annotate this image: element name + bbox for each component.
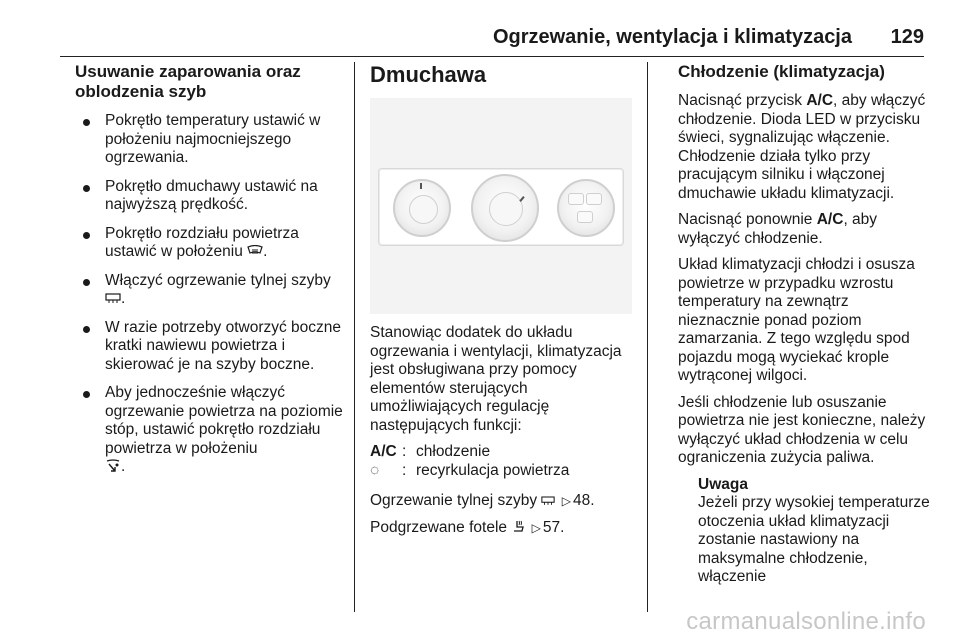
- blower-heading: Dmuchawa: [370, 62, 487, 87]
- list-item: Pokrętło dmuchawy ustawić na najwyższą prędkość.: [75, 178, 345, 215]
- rear-window-heating-icon: [541, 495, 555, 506]
- column-cooling: [678, 62, 930, 587]
- cooling-paragraph: Jeśli chłodzenie lub osuszanie powietrza nie jest konieczne, należy wyłączyć układ chłodzenia w celu ograniczenia zużycia paliwa.: [678, 393, 926, 466]
- bullet-icon: [83, 391, 90, 398]
- page-reference-icon: ▷: [531, 520, 541, 535]
- air-distribution-knob-icon: [557, 179, 615, 237]
- bullet-icon: [83, 119, 90, 126]
- control-panel: [378, 168, 624, 246]
- temperature-knob-icon: [393, 179, 451, 237]
- seat-heating-reference: Podgrzewane fotele ▷ 57.: [370, 518, 565, 536]
- rear-heating-reference: Ogrzewanie tylnej szyby ▷ 48.: [370, 492, 595, 509]
- blower-intro: Stanowiąc dodatek do układu ogrzewania i wentylacji, klimatyzacja jest obsługiwana przy pomocy elementów sterujących umożliwiających regulację następujących funkcji:: [370, 324, 622, 434]
- bullet-icon: [83, 279, 90, 286]
- page-reference-icon: ▷: [561, 494, 571, 508]
- list-item: Włączyć ogrzewanie tylnej szyby .: [75, 272, 345, 309]
- page-header: [0, 26, 960, 60]
- bullet-icon: [83, 185, 90, 192]
- column-blower: [370, 62, 632, 545]
- page-number: 129: [890, 26, 924, 48]
- list-item: W razie potrzeby otworzyć boczne kratki nawiewu powietrza i skierować je na szyby boczne.: [75, 319, 345, 375]
- blower-knob-icon: [471, 174, 539, 242]
- defrost-steps: [75, 112, 345, 477]
- bullet-icon: [83, 232, 90, 239]
- column-divider: [647, 62, 648, 612]
- watermark: carmanualsonline.info: [686, 608, 926, 635]
- list-item: ◌ : recyrkulacja powietrza: [370, 461, 570, 479]
- list-item: A/C : chłodzenie: [370, 443, 491, 460]
- feet-defrost-icon: [105, 459, 121, 473]
- list-item: Aby jednocześnie włączyć ogrzewanie powietrza na poziomie stóp, ustawić pokrętło rozdziału powietrza w położeniu .: [75, 384, 345, 477]
- note-text: Jeżeli przy wysokiej temperaturze otoczenia układ klimatyzacji zostanie nastawiony na maksymalne chłodzenie, włączenie: [698, 494, 930, 585]
- list-item: Pokrętło rozdziału powietrza ustawić w położeniu .: [75, 225, 345, 262]
- cooling-paragraph: Nacisnąć przycisk A/C, aby włączyć chłodzenie. Dioda LED w przycisku świeci, sygnalizując włączenie. Chłodzenie działa tylko przy pracującym silniku i włączonej dmuchawie układu klimatyzacji.: [678, 92, 926, 202]
- climate-control-panel-image: [370, 98, 632, 314]
- cooling-paragraph: Układ klimatyzacji chłodzi i osusza powietrze w przypadku wzrostu temperatury na zewnątrz nieznacznie ponad poziom zamarzania. Z tego względu spod pojazdu mogą wyciekać krople wytrąconej wilgoci.: [678, 256, 915, 384]
- note-box: [678, 476, 930, 587]
- bullet-icon: [83, 326, 90, 333]
- section-title: Ogrzewanie, wentylacja i klimatyzacja: [492, 26, 852, 48]
- column-divider: [354, 62, 355, 612]
- windshield-defrost-icon: [247, 245, 263, 257]
- cooling-heading: Chłodzenie (klimatyzacja): [678, 62, 885, 81]
- defrost-heading: Usuwanie zaparowania oraz oblodzenia szyb: [75, 62, 301, 101]
- header-rule: [60, 56, 924, 57]
- page-reference-link[interactable]: 48.: [572, 492, 595, 509]
- heated-seat-icon: [511, 520, 525, 533]
- note-title: Uwaga: [698, 475, 748, 493]
- recirculation-icon: ◌: [370, 461, 380, 479]
- cooling-paragraph: Nacisnąć ponownie A/C, aby wyłączyć chłodzenie.: [678, 211, 878, 247]
- page-reference-link[interactable]: 57.: [542, 518, 565, 536]
- list-item: Pokrętło temperatury ustawić w położeniu najmocniejszego ogrzewania.: [75, 112, 345, 168]
- column-defrost: [75, 62, 345, 487]
- function-list: [370, 443, 632, 480]
- rear-window-heating-icon: [105, 292, 121, 304]
